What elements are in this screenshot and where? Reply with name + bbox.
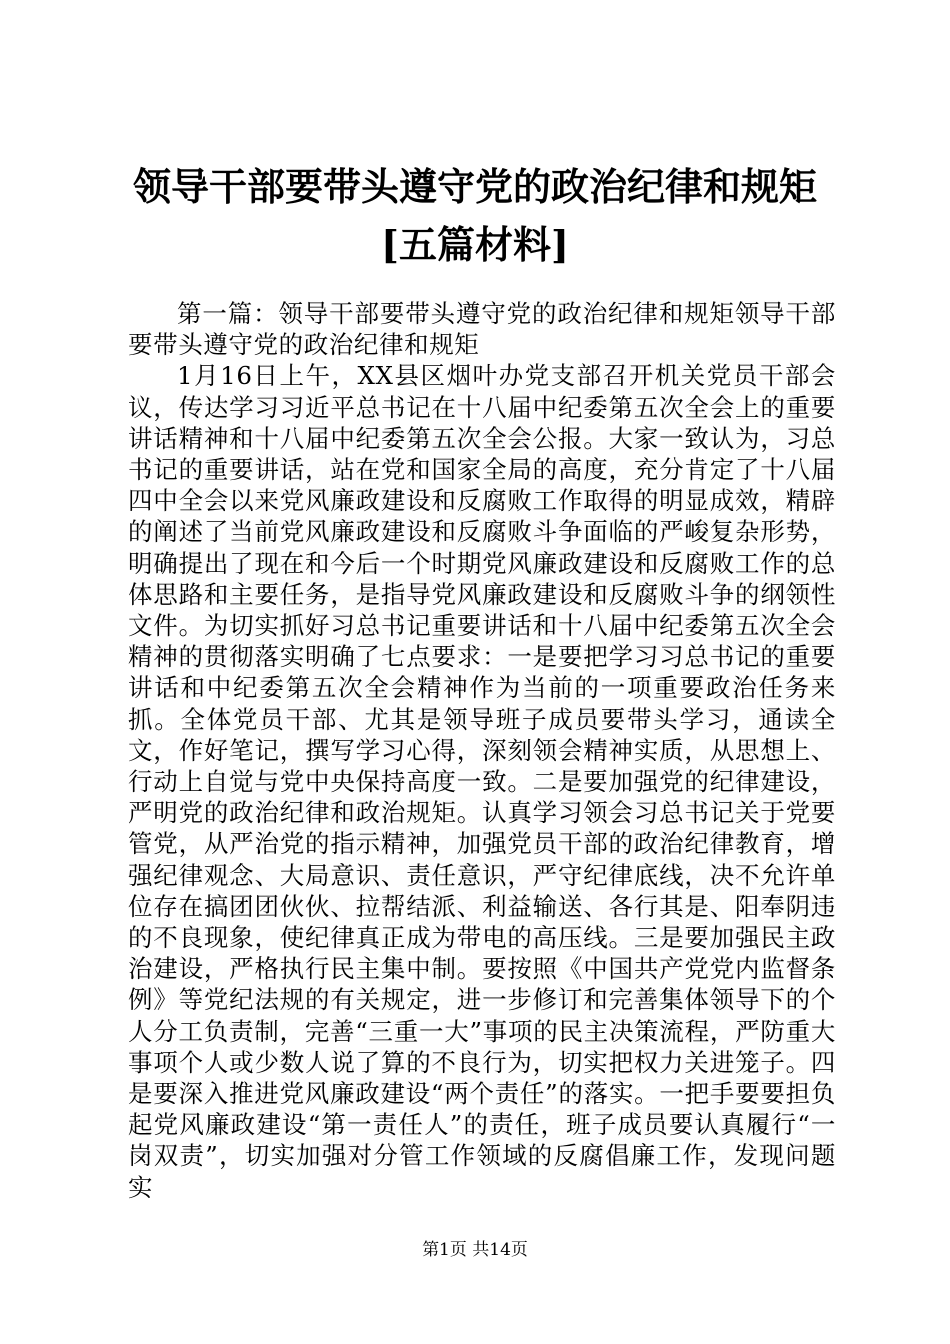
page-footer: 第1页 共14页: [422, 1240, 528, 1260]
document-title: 领导干部要带头遵守党的政治纪律和规矩[五篇材料]: [132, 164, 817, 267]
paragraph-main: 1月16日上午，XX县区烟叶办党支部召开机关党员干部会议，传达学习习近平总书记在十八届中纪委第五次全会上的重要讲话精神和十八届中纪委第五次全会公报。大家一致认为，习总书记的重要讲话，站在党和国家全局的高度，充分肯定了十八届四中全会以来党风廉政建设和反腐败工作取得的明显成效，精辟的阐述了当前党风廉政建设和反腐败斗争面临的严峻复杂形势，明确提出了现在和今后一个时期党风廉政建设和反腐败工作的总体思路和主要任务，是指导党风廉政建设和反腐败斗争的纲领性文件。为切实抓好习总书记重要讲话和十八届中纪委第五次全会精神的贯彻落实明确了七点要求：一是要把学习习总书记的重要讲话和中纪委第五次全会精神作为当前的一项重要政治任务来抓。全体党员干部、尤其是领导班子成员要带头学习，通读全文，作好笔记，撰写学习心得，深刻领会精神实质，从思想上、行动上自觉与党中央保持高度一致。二是要加强党的纪律建设，严明党的政治纪律和政治规矩。认真学习领会习总书记关于党要管党，从严治党的指示精神，加强党员干部的政治纪律教育，增强纪律观念、大局意识、责任意识，严守纪律底线，决不允许单位存在搞团团伙伙、拉帮结派、利益输送、各行其是、阳奉阴违的不良现象，使纪律真正成为带电的高压线。三是要加强民主政治建设，严格执行民主集中制。要按照《中国共产党党内监督条例》等党纪法规的有关规定，进一步修订和完善集体领导下的个人分工负责制，完善“三重一大”事项的民主决策流程，严防重大事项个人或少数人说了算的不良行为，切实把权力关进笼子。四是要深入推进党风廉政建设“两个责任”的落实。一把手要要担负起党风廉政建设“第一责任人”的责任，班子成员要认真履行“一岗双责”，切实加强对分管工作领域的反腐倡廉工作，发现问题实: [128, 361, 836, 1202]
paragraph-intro: 第一篇：领导干部要带头遵守党的政治纪律和规矩领导干部要带头遵守党的政治纪律和规矩: [128, 299, 836, 360]
document-body: [128, 298, 836, 1203]
